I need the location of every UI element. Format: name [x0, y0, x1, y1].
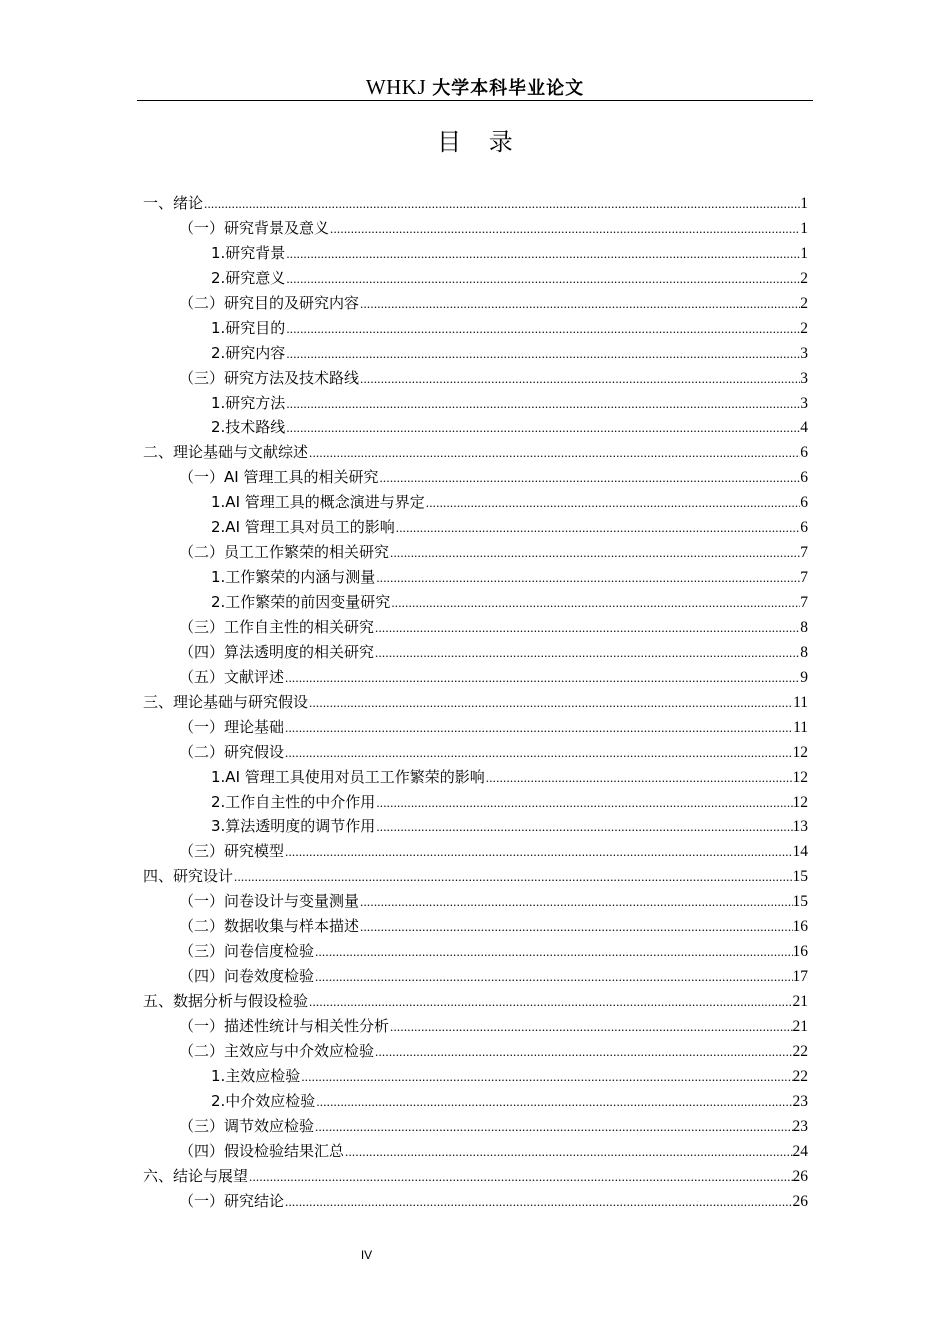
toc-entry-page: 22 [792, 1067, 808, 1085]
toc-entry-title: （二）研究假设 [179, 742, 285, 761]
toc-entry[interactable] [143, 839, 808, 864]
toc-entry[interactable] [143, 490, 808, 515]
toc-entry[interactable] [143, 790, 808, 815]
dot-leader [284, 666, 800, 691]
toc-entry-title: （四）假设检验结果汇总 [179, 1141, 345, 1160]
toc-entry-title: 2.研究内容 [211, 343, 286, 362]
toc-entry-title: （二）数据收集与样本描述 [179, 917, 360, 936]
toc-entry-title: （一）AI 管理工具的相关研究 [179, 468, 379, 487]
toc-entry-page: 15 [792, 868, 808, 886]
dot-leader [233, 865, 792, 890]
toc-entry[interactable] [143, 615, 808, 640]
dot-leader [284, 1190, 792, 1215]
toc-entry-title: 六、结论与展望 [143, 1166, 249, 1185]
toc-entry-title: （一）研究背景及意义 [179, 218, 330, 237]
dot-leader [308, 691, 793, 716]
dot-leader [359, 367, 800, 392]
toc-entry-page: 1 [800, 195, 808, 212]
toc-entry-page: 6 [800, 444, 808, 462]
toc-entry-page: 2 [800, 269, 808, 287]
toc-entry-page: 3 [800, 344, 808, 362]
toc-entry[interactable] [143, 1064, 808, 1089]
toc-entry[interactable] [143, 640, 808, 665]
toc-entry-page: 22 [792, 1042, 808, 1060]
toc-entry-title: 2.工作自主性的中介作用 [211, 792, 376, 811]
toc-entry-page: 21 [792, 993, 808, 1010]
toc-entry-title: 1.研究方法 [211, 393, 286, 412]
toc-entry-title: 1.AI 管理工具使用对员工工作繁荣的影响 [211, 767, 485, 786]
toc-entry-page: 15 [792, 893, 808, 911]
toc-entry[interactable] [143, 914, 808, 939]
toc-entry-page: 1 [800, 244, 808, 262]
toc-entry-page: 16 [792, 918, 808, 936]
dot-leader [395, 516, 800, 541]
toc-entry-page: 12 [792, 793, 808, 811]
toc-entry-title: （五）文献评述 [179, 667, 285, 686]
toc-entry[interactable] [143, 440, 808, 465]
toc-entry-title: （二）主效应与中介效应检验 [179, 1041, 375, 1060]
dot-leader [378, 466, 800, 491]
toc-entry[interactable] [143, 465, 808, 490]
dot-leader [285, 267, 800, 292]
dot-leader [314, 940, 792, 965]
toc-entry-title: 1.研究背景 [211, 243, 286, 262]
toc-entry-page: 6 [800, 519, 808, 537]
toc-entry[interactable] [143, 889, 808, 914]
toc-entry-title: （四）问卷效度检验 [179, 967, 315, 986]
toc-entry-title: 二、理论基础与文献综述 [143, 443, 309, 462]
dot-leader [359, 292, 800, 317]
toc-entry-title: （一）描述性统计与相关性分析 [179, 1016, 390, 1035]
toc-entry-page: 6 [800, 469, 808, 487]
toc-entry-title: （三）工作自主性的相关研究 [179, 617, 375, 636]
dot-leader [300, 1065, 792, 1090]
toc-entry-page: 11 [793, 693, 808, 711]
toc-entry[interactable] [143, 665, 808, 690]
dot-leader [284, 840, 792, 865]
toc-entry[interactable] [143, 266, 808, 291]
dot-leader [359, 890, 792, 915]
toc-entry-page: 8 [800, 643, 808, 661]
toc-entry[interactable] [143, 515, 808, 540]
toc-entry[interactable] [143, 241, 808, 266]
toc-entry[interactable] [143, 1014, 808, 1039]
dot-leader [285, 242, 800, 267]
toc-entry-title: 四、研究设计 [143, 867, 234, 886]
toc-entry[interactable] [143, 939, 808, 964]
dot-leader [329, 217, 800, 242]
toc-entry-title: 五、数据分析与假设检验 [143, 992, 309, 1010]
toc-entry[interactable] [143, 391, 808, 416]
dot-leader [308, 990, 792, 1015]
toc-entry-title: 2.研究意义 [211, 268, 286, 287]
dot-leader [390, 591, 800, 616]
toc-entry[interactable] [143, 590, 808, 615]
toc-entry-page: 3 [800, 369, 808, 387]
toc-entry[interactable] [143, 814, 808, 839]
toc-entry-title: （二）研究目的及研究内容 [179, 293, 360, 312]
toc-entry[interactable] [143, 864, 808, 889]
dot-leader [203, 192, 800, 217]
toc-entry[interactable] [143, 191, 808, 216]
dot-leader [374, 1040, 792, 1065]
toc-entry-page: 7 [800, 569, 808, 587]
dot-leader [375, 791, 792, 816]
toc-entry[interactable] [143, 316, 808, 341]
toc-entry[interactable] [143, 715, 808, 740]
toc-entry-page: 2 [800, 319, 808, 337]
toc-entry[interactable] [143, 216, 808, 241]
toc-entry-title: 2.工作繁荣的前因变量研究 [211, 593, 391, 611]
dot-leader [375, 566, 800, 591]
toc-entry[interactable] [143, 1164, 808, 1189]
toc-entry-title: 2.AI 管理工具对员工的影响 [211, 518, 395, 537]
header-divider [137, 100, 813, 101]
toc-entry-title: （一）理论基础 [179, 717, 285, 736]
toc-entry-page: 17 [792, 968, 808, 986]
toc-entry-page: 24 [792, 1142, 808, 1160]
toc-heading: 目 录 [437, 128, 523, 156]
toc-entry-title: （二）员工工作繁荣的相关研究 [179, 543, 390, 562]
dot-leader [389, 541, 800, 566]
toc-entry-page: 14 [792, 843, 808, 861]
toc-entry-page: 4 [800, 419, 808, 437]
toc-entry-page: 21 [792, 1017, 808, 1035]
dot-leader [375, 815, 792, 840]
toc-entry[interactable] [143, 415, 808, 440]
dot-leader [374, 616, 800, 641]
toc-entry-title: （四）算法透明度的相关研究 [179, 642, 375, 661]
toc-entry-title: （三）调节效应检验 [179, 1116, 315, 1135]
toc-entry[interactable] [143, 1189, 808, 1214]
toc-entry-title: （三）研究方法及技术路线 [179, 368, 360, 387]
toc-entry-page: 26 [792, 1192, 808, 1210]
toc-entry[interactable] [143, 1089, 808, 1114]
toc-entry[interactable] [143, 1114, 808, 1139]
dot-leader [285, 317, 800, 342]
toc-entry[interactable] [143, 1039, 808, 1064]
toc-entry-page: 12 [792, 743, 808, 761]
toc-entry-title: 1.AI 管理工具的概念演进与界定 [211, 493, 425, 512]
header-title-cjk: 大学本科毕业论文 [432, 78, 585, 99]
toc-entry-page: 23 [792, 1117, 808, 1135]
toc-entry[interactable] [143, 740, 808, 765]
dot-leader [425, 491, 800, 516]
dot-leader [359, 915, 792, 940]
toc-entry-title: （三）研究模型 [179, 842, 285, 861]
toc-entry-page: 7 [800, 594, 808, 611]
toc-entry-page: 8 [800, 618, 808, 636]
dot-leader [314, 1115, 792, 1140]
toc-entry-title: 1.工作繁荣的内涵与测量 [211, 568, 376, 587]
toc-entry-title: 2.技术路线 [211, 418, 286, 437]
toc-entry[interactable] [143, 291, 808, 316]
toc-entry-page: 11 [793, 718, 808, 736]
toc-entry[interactable] [143, 765, 808, 790]
toc-entry-title: 1.研究目的 [211, 318, 286, 337]
toc-entry[interactable] [143, 341, 808, 366]
toc-entry-title: 三、理论基础与研究假设 [143, 692, 309, 711]
dot-leader [485, 766, 793, 791]
toc-entry[interactable] [143, 565, 808, 590]
toc-entry-title: （一）研究结论 [179, 1191, 285, 1210]
toc-entry-title: 一、绪论 [143, 194, 204, 212]
page-number: IV [360, 1248, 373, 1262]
dot-leader [284, 716, 793, 741]
toc-entry-title: （一）问卷设计与变量测量 [179, 892, 360, 911]
page-header [137, 74, 813, 100]
toc-entry-page: 23 [792, 1092, 808, 1110]
toc-entry-page: 7 [800, 544, 808, 562]
dot-leader [308, 441, 800, 466]
toc-entry-title: 3.算法透明度的调节作用 [211, 817, 376, 836]
dot-leader [248, 1165, 792, 1190]
table-of-contents [143, 191, 808, 1213]
toc-entry-page: 12 [792, 768, 808, 786]
dot-leader [315, 1090, 792, 1115]
toc-entry-page: 6 [800, 494, 808, 512]
toc-entry[interactable] [143, 964, 808, 989]
toc-entry-page: 26 [792, 1167, 808, 1185]
toc-entry-page: 1 [800, 219, 808, 237]
toc-entry[interactable] [143, 989, 808, 1014]
toc-entry[interactable] [143, 366, 808, 391]
dot-leader [389, 1015, 792, 1040]
dot-leader [284, 741, 792, 766]
toc-entry[interactable] [143, 540, 808, 565]
toc-entry-page: 13 [792, 818, 808, 836]
toc-entry-page: 2 [800, 294, 808, 312]
toc-entry-title: （三）问卷信度检验 [179, 942, 315, 961]
toc-entry[interactable] [143, 690, 808, 715]
toc-entry-title: 2.中介效应检验 [211, 1091, 316, 1110]
header-title-latin: WHKJ [365, 75, 427, 99]
toc-entry-page: 3 [800, 394, 808, 412]
toc-entry-title: 1.主效应检验 [211, 1066, 301, 1085]
dot-leader [314, 965, 792, 990]
dot-leader [285, 392, 800, 417]
dot-leader [374, 641, 800, 666]
dot-leader [344, 1140, 792, 1165]
toc-entry-page: 16 [792, 943, 808, 961]
dot-leader [285, 416, 800, 441]
toc-entry[interactable] [143, 1139, 808, 1164]
dot-leader [285, 342, 800, 367]
toc-entry-page: 9 [800, 668, 808, 686]
